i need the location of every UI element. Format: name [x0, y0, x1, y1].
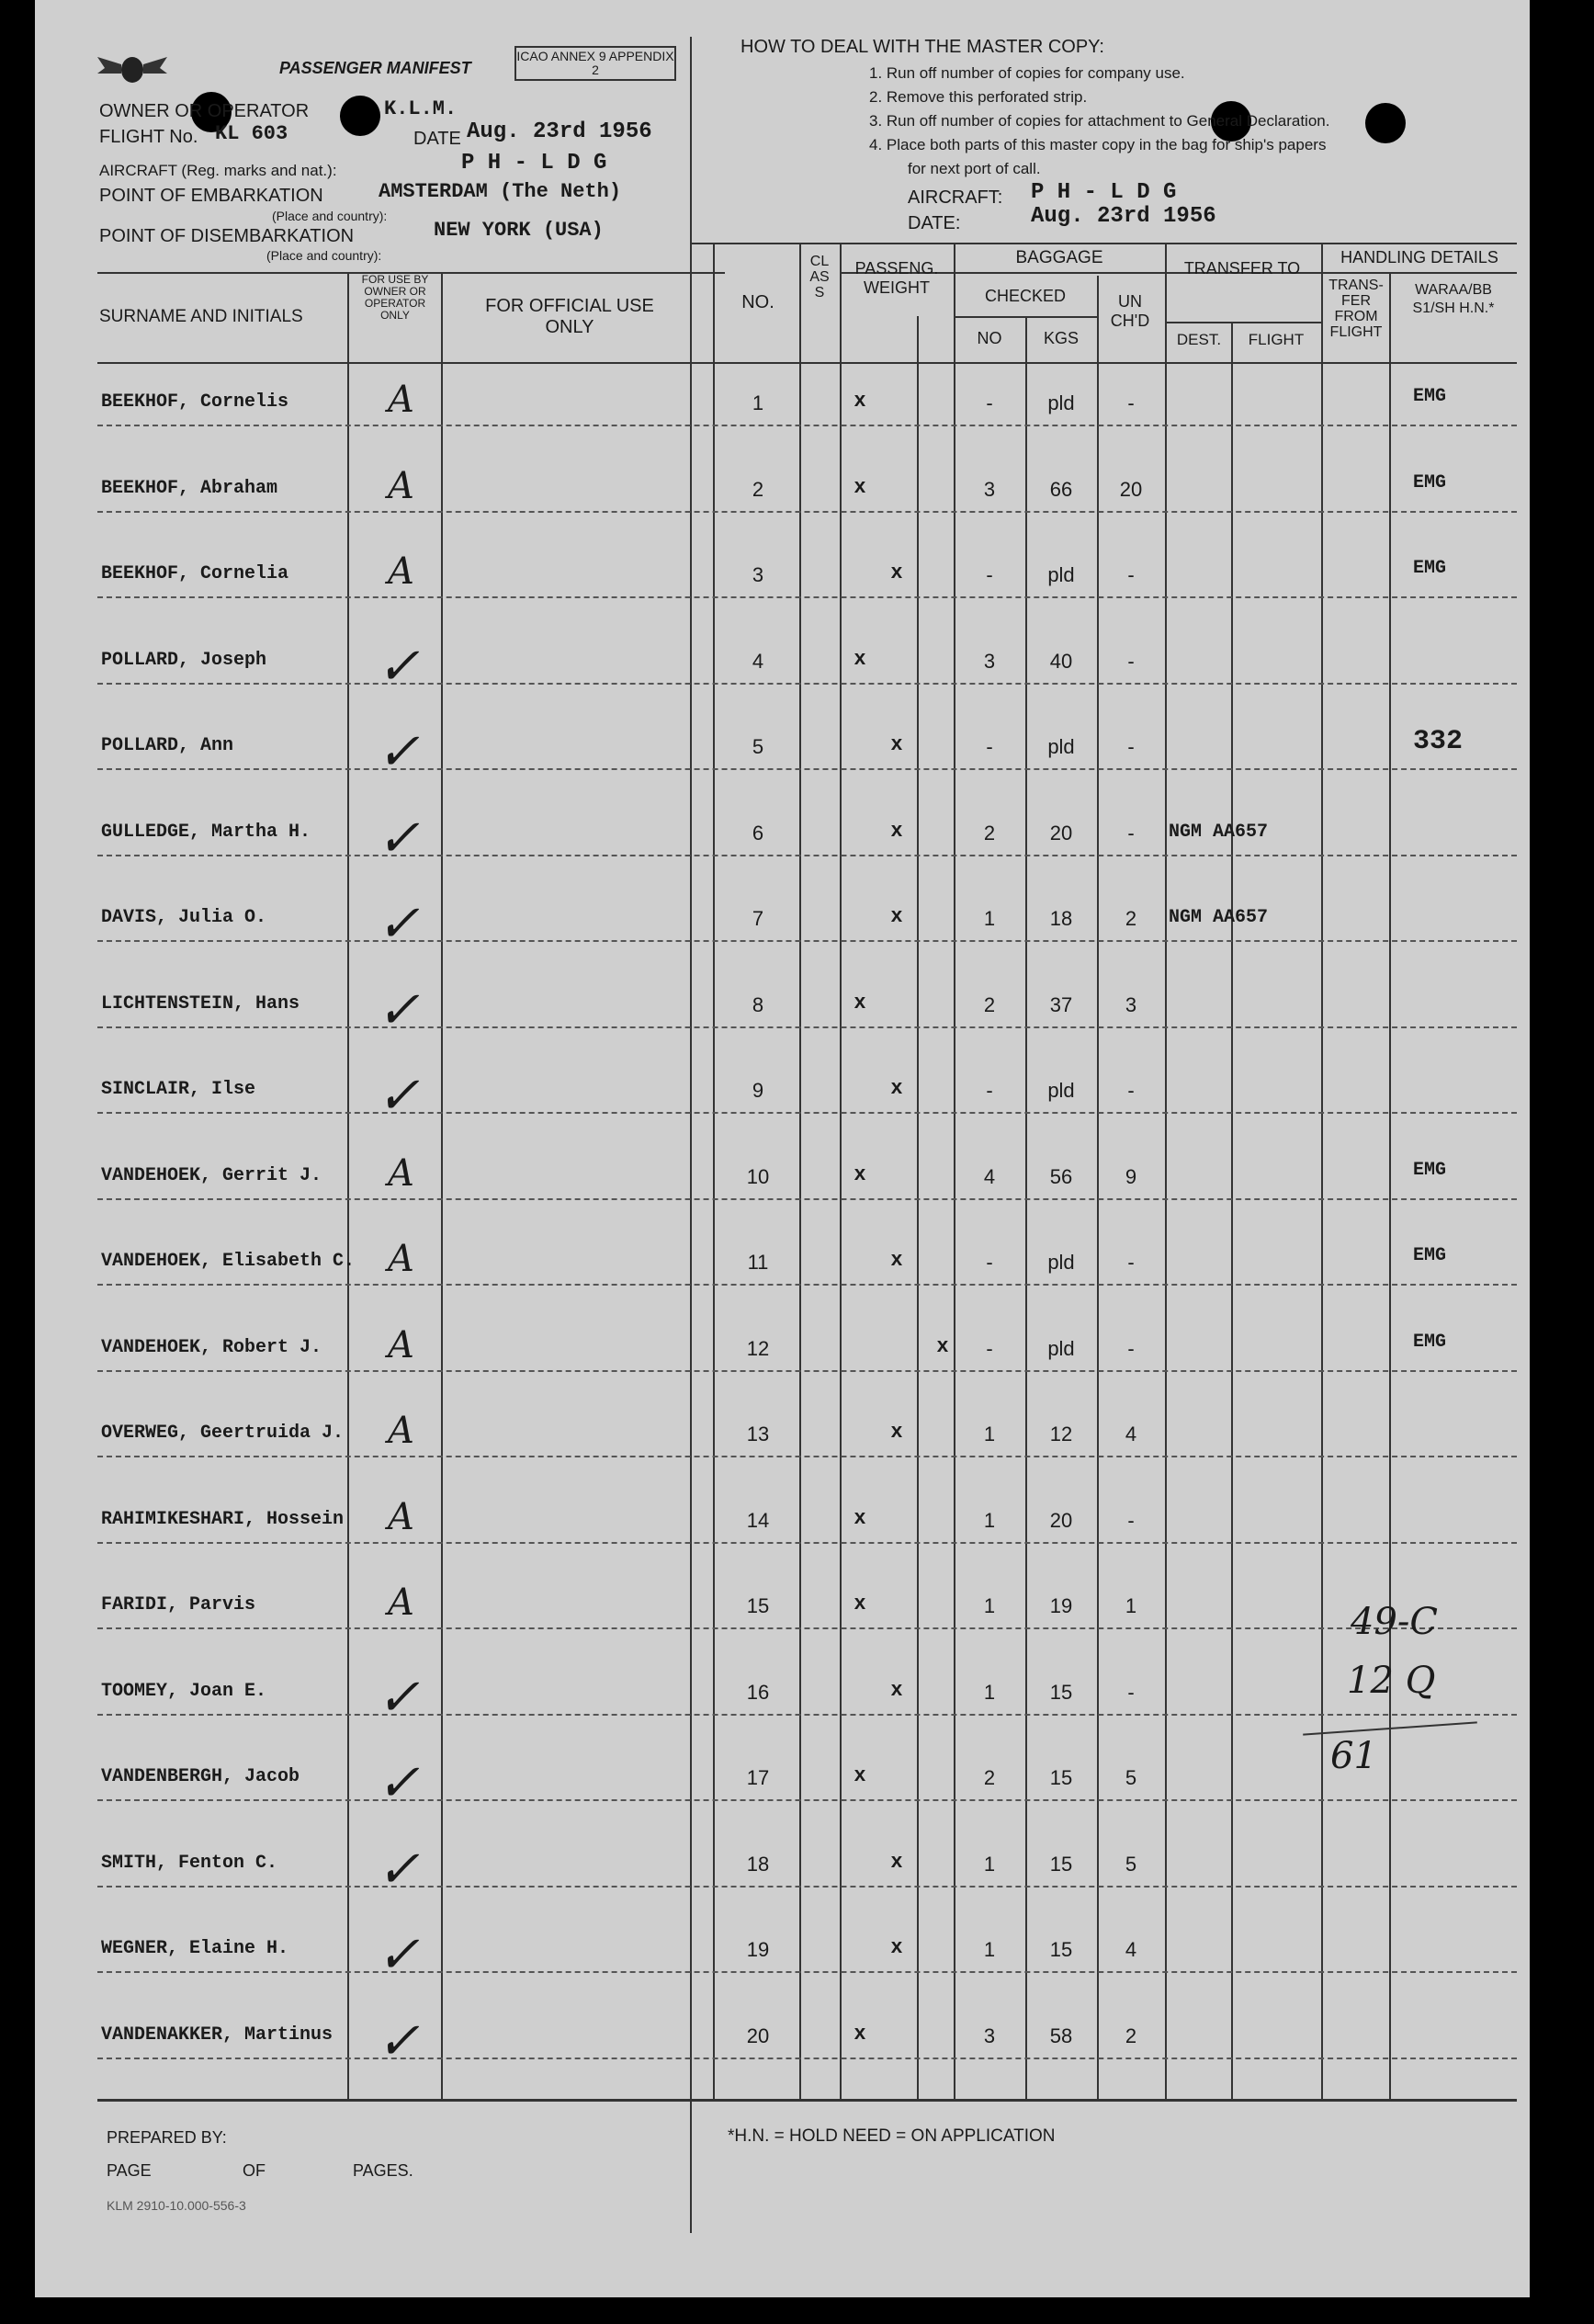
weight-mark: x [890, 1077, 903, 1100]
transfer-dest: NGM AA657 [1169, 822, 1269, 843]
row-rule [97, 1627, 1517, 1629]
header-dest: DEST. [1176, 331, 1222, 348]
bag-count: 2 [983, 993, 996, 1016]
passenger-name: BEEKHOF, Cornelia [101, 563, 289, 584]
row-rule [97, 1026, 1517, 1028]
weight-mark: x [854, 476, 866, 499]
weight-mark: x [890, 1421, 903, 1444]
passenger-name: VANDEHOEK, Gerrit J. [101, 1165, 322, 1186]
row-rule [97, 425, 1517, 426]
tally-line: 61 [1330, 1735, 1377, 1777]
header-bag-no: NO [977, 329, 1002, 347]
passenger-number: 1 [752, 391, 764, 414]
passenger-name: SINCLAIR, Ilse [101, 1079, 256, 1100]
weight-mark: x [854, 1593, 866, 1615]
bag-count: - [986, 735, 993, 758]
master-date-value: Aug. 23rd 1956 [1031, 204, 1216, 229]
unchecked-bags: 4 [1125, 1938, 1137, 1961]
row-rule [97, 511, 1517, 513]
prepared-by-label: PREPARED BY: [107, 2128, 227, 2147]
row-rule [97, 1370, 1517, 1372]
header-trans-from: TRANS- FER FROM FLIGHT [1328, 278, 1384, 340]
embark-sub: (Place and country): [272, 209, 388, 223]
bag-kgs: pld [1047, 391, 1075, 414]
unchecked-bags: 9 [1125, 1165, 1137, 1188]
owner-mark: ✓ [377, 894, 420, 954]
bag-count: 3 [983, 650, 996, 673]
tally-line: 12 Q [1347, 1660, 1436, 1702]
unchecked-bags: - [1127, 1337, 1135, 1360]
owner-label: OWNER OR OPERATOR [99, 101, 310, 121]
owner-mark: A [388, 1238, 414, 1280]
owner-mark: ✓ [377, 1925, 420, 1985]
header-weight: PASSENG. WEIGHT [854, 259, 939, 297]
bag-kgs: 18 [1049, 907, 1073, 930]
owner-value: K.L.M. [384, 97, 458, 120]
passenger-number: 13 [746, 1423, 770, 1445]
aircraft-label: AIRCRAFT (Reg. marks and nat.): [99, 162, 337, 179]
embark-label: POINT OF EMBARKATION [99, 186, 323, 206]
weight-mark: x [890, 561, 903, 584]
pages-label: PAGES. [353, 2161, 413, 2180]
bag-count: 4 [983, 1165, 996, 1188]
header-checked: CHECKED [984, 287, 1066, 305]
row-rule [97, 1284, 1517, 1286]
row-rule [97, 768, 1517, 770]
passenger-name: VANDEHOEK, Elisabeth C. [101, 1251, 356, 1272]
bag-count: - [986, 1337, 993, 1360]
bag-kgs: 20 [1049, 822, 1073, 845]
owner-mark: ✓ [377, 722, 420, 782]
bag-count: - [986, 1079, 993, 1102]
bag-count: - [986, 1251, 993, 1274]
passenger-name: WEGNER, Elaine H. [101, 1938, 289, 1959]
flight-label: FLIGHT No. [99, 127, 198, 147]
weight-mark: x [854, 648, 866, 671]
passenger-number: 20 [746, 2024, 770, 2047]
master-item-2: 2. Remove this perforated strip. [869, 88, 1088, 106]
weight-mark: x [854, 390, 866, 413]
passenger-name: BEEKHOF, Abraham [101, 478, 278, 499]
bag-kgs: 40 [1049, 650, 1073, 673]
bag-kgs: pld [1047, 1337, 1075, 1360]
of-label: OF [243, 2161, 266, 2180]
master-item-4-cont: for next port of call. [908, 160, 1041, 177]
bag-count: 1 [983, 1423, 996, 1445]
handling-code: EMG [1413, 1245, 1447, 1266]
header-surname: SURNAME AND INITIALS [99, 307, 303, 326]
bag-kgs: 37 [1049, 993, 1073, 1016]
passenger-name: FARIDI, Parvis [101, 1594, 256, 1615]
master-aircraft-value: P H - L D G [1031, 180, 1177, 205]
handling-code: EMG [1413, 1160, 1447, 1181]
bag-kgs: pld [1047, 735, 1075, 758]
bag-kgs: 20 [1049, 1509, 1073, 1532]
passenger-name: SMITH, Fenton C. [101, 1853, 278, 1874]
owner-mark: A [388, 1324, 414, 1366]
bag-kgs: pld [1047, 563, 1075, 586]
icao-box: ICAO ANNEX 9 APPENDIX 2 [514, 46, 676, 81]
weight-mark: x [854, 992, 866, 1015]
footnote: *H.N. = HOLD NEED = ON APPLICATION [728, 2126, 1056, 2146]
header-class: CLASS [809, 254, 830, 300]
owner-mark: A [388, 1496, 414, 1538]
passenger-number: 9 [752, 1079, 764, 1102]
bag-count: 1 [983, 1681, 996, 1704]
row-rule [97, 1714, 1517, 1716]
row-rule [97, 1542, 1517, 1544]
bag-count: 1 [983, 1853, 996, 1876]
unchecked-bags: 1 [1125, 1594, 1137, 1617]
unchecked-bags: - [1127, 1079, 1135, 1102]
unchecked-bags: 5 [1125, 1766, 1137, 1789]
owner-mark: ✓ [377, 1066, 420, 1126]
bag-count: - [986, 563, 993, 586]
passenger-number: 4 [752, 650, 764, 673]
bag-kgs: 15 [1049, 1681, 1073, 1704]
passenger-number: 3 [752, 563, 764, 586]
row-rule [97, 1456, 1517, 1457]
header-flight: FLIGHT [1248, 331, 1305, 348]
master-heading: HOW TO DEAL WITH THE MASTER COPY: [740, 37, 1104, 57]
unchecked-bags: - [1127, 391, 1135, 414]
row-rule [97, 1198, 1517, 1200]
passenger-number: 18 [746, 1853, 770, 1876]
unchecked-bags: - [1127, 822, 1135, 845]
owner-mark: ✓ [377, 981, 420, 1040]
owner-mark: ✓ [377, 1753, 420, 1813]
transfer-dest: NGM AA657 [1169, 907, 1269, 928]
bag-kgs: 56 [1049, 1165, 1073, 1188]
passenger-number: 16 [746, 1681, 770, 1704]
owner-mark: ✓ [377, 2012, 420, 2071]
master-date-label: DATE: [908, 213, 961, 233]
passenger-number: 6 [752, 822, 764, 845]
passenger-name: VANDENBERGH, Jacob [101, 1766, 300, 1787]
row-rule [97, 855, 1517, 856]
weight-mark: x [854, 1163, 866, 1186]
passenger-number: 5 [752, 735, 764, 758]
header-kgs: KGS [1043, 329, 1079, 347]
bag-count: 2 [983, 1766, 996, 1789]
weight-mark: x [854, 1764, 866, 1787]
master-item-4: 4. Place both parts of this master copy in the bag for ship's papers [869, 136, 1327, 153]
header-official: FOR OFFICIAL USE ONLY [485, 296, 654, 337]
disembark-label: POINT OF DISEMBARKATION [99, 226, 355, 246]
row-rule [97, 683, 1517, 685]
row-rule [97, 1112, 1517, 1114]
passenger-name: VANDEHOEK, Robert J. [101, 1337, 322, 1358]
header-no: NO. [741, 292, 774, 312]
header-waraa: WARAA/BB S1/SH H.N.* [1412, 282, 1495, 316]
unchecked-bags: - [1127, 563, 1135, 586]
owner-mark: ✓ [377, 637, 420, 697]
bag-count: 3 [983, 2024, 996, 2047]
passenger-number: 17 [746, 1766, 770, 1789]
weight-mark: x [890, 1249, 903, 1272]
bag-kgs: pld [1047, 1251, 1075, 1274]
header-transfer: TRANSFER TO [1183, 259, 1301, 278]
bag-kgs: 19 [1049, 1594, 1073, 1617]
unchecked-bags: 4 [1125, 1423, 1137, 1445]
owner-mark: ✓ [377, 809, 420, 868]
bag-kgs: 15 [1049, 1766, 1073, 1789]
row-rule [97, 1971, 1517, 1973]
weight-mark: x [890, 1851, 903, 1874]
passenger-rows [35, 0, 1530, 2297]
flight-value: KL 603 [215, 122, 288, 145]
unchecked-bags: 3 [1125, 993, 1137, 1016]
bag-kgs: pld [1047, 1079, 1075, 1102]
row-rule [97, 940, 1517, 942]
unchecked-bags: - [1127, 650, 1135, 673]
bag-count: - [986, 391, 993, 414]
weight-mark: x [890, 1679, 903, 1702]
weight-mark: x [890, 733, 903, 756]
handling-code: 332 [1413, 726, 1464, 757]
passenger-name: DAVIS, Julia O. [101, 907, 267, 928]
unchecked-bags: 2 [1125, 907, 1137, 930]
unchecked-bags: 20 [1119, 478, 1143, 501]
row-rule [97, 1799, 1517, 1801]
passenger-name: TOOMEY, Joan E. [101, 1681, 267, 1702]
header-baggage: BAGGAGE [1015, 248, 1103, 267]
owner-mark: ✓ [377, 1668, 420, 1728]
weight-mark: x [890, 1936, 903, 1959]
page-label: PAGE [107, 2161, 152, 2180]
passenger-number: 15 [746, 1594, 770, 1617]
handling-code: EMG [1413, 386, 1447, 407]
form-code: KLM 2910-10.000-556-3 [107, 2198, 246, 2213]
bag-kgs: 58 [1049, 2024, 1073, 2047]
owner-mark: A [388, 465, 414, 507]
disembark-value: NEW YORK (USA) [434, 219, 604, 242]
master-item-3: 3. Run off number of copies for attachment to General Declaration. [869, 112, 1330, 130]
unchecked-bags: - [1127, 1509, 1135, 1532]
owner-mark: A [388, 1410, 414, 1452]
bag-kgs: 15 [1049, 1853, 1073, 1876]
passenger-number: 7 [752, 907, 764, 930]
form-title: PASSENGER MANIFEST [279, 59, 471, 77]
owner-mark: ✓ [377, 1840, 420, 1899]
passenger-name: LICHTENSTEIN, Hans [101, 993, 300, 1015]
handling-code: EMG [1413, 558, 1447, 579]
passenger-number: 2 [752, 478, 764, 501]
owner-mark: A [388, 550, 414, 593]
weight-mark: x [854, 1507, 866, 1530]
bag-kgs: 66 [1049, 478, 1073, 501]
unchecked-bags: 2 [1125, 2024, 1137, 2047]
header-handling: HANDLING DETAILS [1340, 248, 1498, 266]
handling-code: EMG [1413, 472, 1447, 493]
date-value: Aug. 23rd 1956 [467, 119, 652, 144]
passenger-name: OVERWEG, Geertruida J. [101, 1423, 345, 1444]
master-item-1: 1. Run off number of copies for company use. [869, 64, 1185, 82]
owner-mark: A [388, 1152, 414, 1195]
passenger-name: POLLARD, Ann [101, 735, 234, 756]
weight-mark: x [936, 1335, 949, 1358]
owner-mark: A [388, 379, 414, 421]
unchecked-bags: 5 [1125, 1853, 1137, 1876]
unchecked-bags: - [1127, 1251, 1135, 1274]
header-unchd: UN CH'D [1110, 292, 1150, 330]
embark-value: AMSTERDAM (The Neth) [379, 180, 622, 203]
manifest-sheet [35, 0, 1530, 2297]
passenger-number: 12 [746, 1337, 770, 1360]
passenger-number: 14 [746, 1509, 770, 1532]
weight-mark: x [890, 820, 903, 843]
bag-count: 1 [983, 1509, 996, 1532]
bag-kgs: 15 [1049, 1938, 1073, 1961]
bag-count: 1 [983, 907, 996, 930]
tally-line: 49-C [1351, 1601, 1439, 1643]
passenger-name: POLLARD, Joseph [101, 650, 267, 671]
owner-mark: A [388, 1581, 414, 1624]
bag-count: 1 [983, 1938, 996, 1961]
passenger-name: GULLEDGE, Martha H. [101, 822, 311, 843]
row-rule [97, 1886, 1517, 1888]
bag-kgs: 12 [1049, 1423, 1073, 1445]
row-rule [97, 2058, 1517, 2059]
bag-count: 1 [983, 1594, 996, 1617]
handling-code: EMG [1413, 1332, 1447, 1353]
master-aircraft-label: AIRCRAFT: [908, 187, 1003, 208]
passenger-name: BEEKHOF, Cornelis [101, 391, 289, 413]
bag-count: 3 [983, 478, 996, 501]
unchecked-bags: - [1127, 735, 1135, 758]
header-for-use: FOR USE BY OWNER OR OPERATOR ONLY [361, 273, 429, 322]
passenger-number: 8 [752, 993, 764, 1016]
date-label: DATE [413, 129, 461, 149]
row-rule [97, 596, 1517, 598]
passenger-name: VANDENAKKER, Martinus [101, 2024, 333, 2046]
passenger-number: 10 [746, 1165, 770, 1188]
weight-mark: x [890, 905, 903, 928]
passenger-name: RAHIMIKESHARI, Hossein [101, 1509, 345, 1530]
passenger-number: 19 [746, 1938, 770, 1961]
passenger-number: 11 [747, 1251, 769, 1274]
unchecked-bags: - [1127, 1681, 1135, 1704]
weight-mark: x [854, 2023, 866, 2046]
aircraft-value: P H - L D G [461, 151, 607, 176]
bag-count: 2 [983, 822, 996, 845]
disembark-sub: (Place and country): [266, 248, 382, 263]
